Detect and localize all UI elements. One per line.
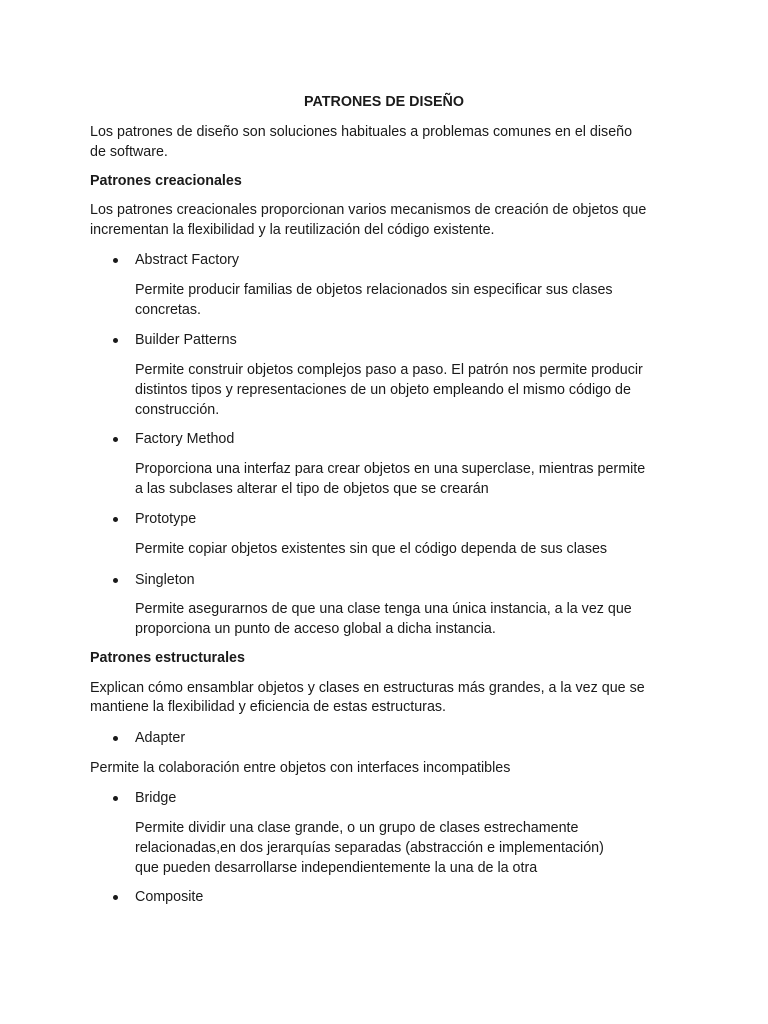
bullet-icon [113,437,118,442]
pattern-description-line: Permite producir familias de objetos relacionados sin especificar sus clases [135,282,613,298]
pattern-name-singleton: Singleton [135,572,195,588]
bullet-icon [113,796,118,801]
structural-description-line: Explican cómo ensamblar objetos y clases en estructuras más grandes, a la vez que se [90,680,645,696]
pattern-description-line: Proporciona una interfaz para crear objetos en una superclase, mientras permite [135,461,646,477]
structural-heading: Patrones estructurales [90,650,245,666]
intro-line: de software. [90,144,168,160]
creational-heading: Patrones creacionales [90,173,242,189]
document-title: PATRONES DE DISEÑO [304,94,464,110]
pattern-description-line: que pueden desarrollarse independientemente la una de la otra [135,860,538,876]
pattern-name-builder: Builder Patterns [135,332,237,348]
intro-line: Los patrones de diseño son soluciones habituales a problemas comunes en el diseño [90,124,633,140]
pattern-name-prototype: Prototype [135,511,197,527]
pattern-name-abstract-factory: Abstract Factory [135,252,240,268]
creational-description-line: Los patrones creacionales proporcionan varios mecanismos de creación de objetos que [90,202,647,218]
pattern-description-line: relacionadas,en dos jerarquías separadas (abstracción e implementación) [135,840,604,856]
bullet-icon [113,338,118,343]
pattern-description-line: Permite asegurarnos de que una clase tenga una única instancia, a la vez que [135,601,632,617]
pattern-description-line: Permite construir objetos complejos paso a paso. El patrón nos permite producir [135,362,643,378]
bullet-icon [113,258,118,263]
pattern-description-line: Permite la colaboración entre objetos con interfaces incompatibles [90,760,511,776]
bullet-icon [113,578,118,583]
bullet-icon [113,895,118,900]
bullet-icon [113,517,118,522]
pattern-description-line: construcción. [135,402,220,418]
pattern-description-line: a las subclases alterar el tipo de objetos que se crearán [135,481,489,497]
pattern-description-line: Permite copiar objetos existentes sin que el código dependa de sus clases [135,541,608,557]
pattern-description-line: distintos tipos y representaciones de un objeto empleando el mismo código de [135,382,631,398]
pattern-description-line: Permite dividir una clase grande, o un grupo de clases estrechamente [135,820,579,836]
pattern-name-bridge: Bridge [135,790,177,806]
structural-description-line: mantiene la flexibilidad y eficiencia de estas estructuras. [90,699,447,715]
pattern-description-line: concretas. [135,302,201,318]
pattern-name-composite: Composite [135,889,204,905]
pattern-name-adapter: Adapter [135,730,186,746]
creational-description-line: incrementan la flexibilidad y la reutilización del código existente. [90,222,495,238]
pattern-description-line: proporciona un punto de acceso global a dicha instancia. [135,621,496,637]
pattern-name-factory-method: Factory Method [135,431,235,447]
bullet-icon [113,736,118,741]
